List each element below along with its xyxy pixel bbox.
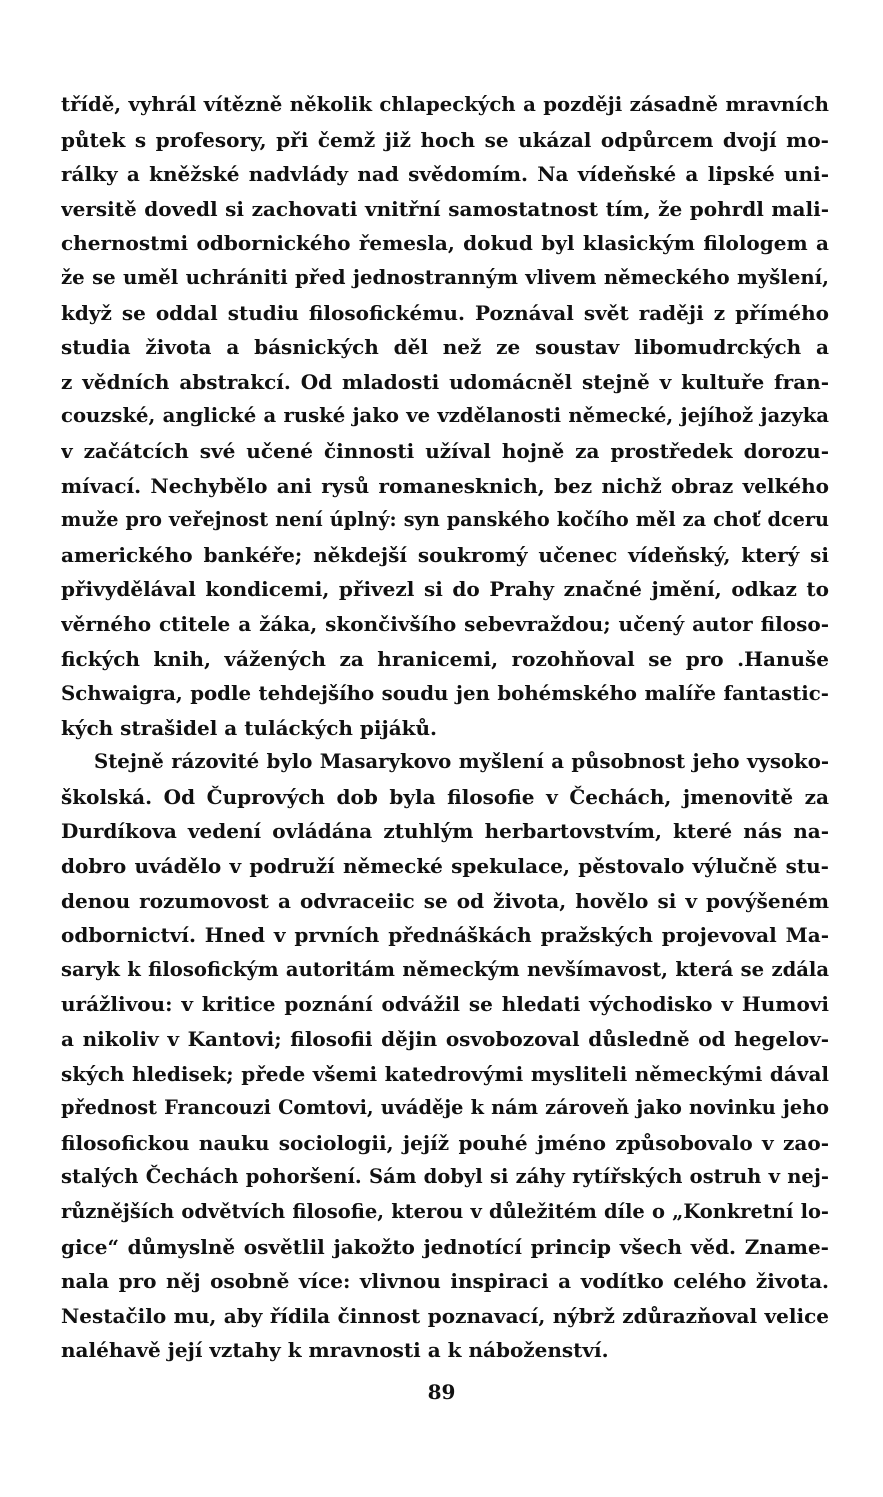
text-line: nala pro něj osobně více: vlivnou inspiraci a vodítko celého života. <box>61 1269 829 1294</box>
text-line: dobro uvádělo v podruží německé spekulace, pěstovalo výlučně stu- <box>61 854 829 879</box>
body-text <box>61 88 829 1368</box>
text-line: různějších odvětvích filosofie, kterou v důležitém díle o „Konkretní lo- <box>61 1200 829 1223</box>
text-line: v začátcích své učené činnosti užíval hojně za prostředek dorozu- <box>61 438 829 463</box>
text-line: přivydělával kondicemi, přivezl si do Prahy značné jmění, odkaz to <box>61 577 829 602</box>
text-line: půtek s profesory, při čemž již hoch se ukázal odpůrcem dvojí mo- <box>61 127 829 152</box>
text-line: chernostmi odbornického řemesla, dokud byl klasickým filologem a <box>61 231 829 256</box>
text-line: Durdíkova vedení ovládána ztuhlým herbartovstvím, které nás na- <box>61 819 829 844</box>
text-line: urážlivou: v kritice poznání odvážil se hledati východisko v Humovi <box>61 992 829 1017</box>
text-line: stalých Čechách pohoršení. Sám dobyl si záhy rytířských ostruh v nej- <box>61 1165 829 1189</box>
paragraph-1 <box>61 88 829 745</box>
text-line: Stejně rázovité bylo Masarykovo myšlení a působnost jeho vysoko- <box>94 750 829 774</box>
text-line: z vědních abstrakcí. Od mladosti udomácněl stejně v kultuře fran- <box>61 369 829 394</box>
text-line: denou rozumovost a odvraceiic se od života, hovělo si v povýšeném <box>61 888 829 913</box>
text-line: amerického bankéře; někdejší soukromý učenec vídeňský, který si <box>61 542 829 567</box>
text-line: rálky a kněžské nadvlády nad svědomím. Na vídeňské a lipské uni- <box>61 162 829 187</box>
text-line: fických knih, vážených za hranicemi, rozohňoval se pro .Hanuše <box>61 646 829 671</box>
text-line: studia života a básnických děl než ze soustav libomudrckých a <box>61 335 829 360</box>
text-line: gice“ důmyslně osvětlil jakožto jednotící princip všech věd. Zname- <box>61 1234 829 1259</box>
text-line: ských hledisek; přede všemi katedrovými mysliteli německými dával <box>61 1061 829 1086</box>
text-line: a nikoliv v Kantovi; filosofii dějin osvobozoval důsledně od hegelov- <box>61 1027 829 1052</box>
text-line: saryk k filosofickým autoritám německým nevšímavost, která se zdála <box>61 957 829 981</box>
text-line: že se uměl uchrániti před jednostranným vlivem německého myšlení, <box>61 265 829 289</box>
text-line: mívací. Nechybělo ani rysů romanesknich, bez nichž obraz velkého <box>61 473 829 498</box>
text-line: přednost Francouzi Comtovi, uváděje k nám zároveň jako novinku jeho <box>61 1096 829 1120</box>
text-line: když se oddal studiu filosofickému. Poznával svět raději z přímého <box>61 300 829 325</box>
text-line: Schwaigra, podle tehdejšího soudu jen bohémského malíře fantastic- <box>61 681 829 706</box>
paragraph-2 <box>61 745 829 1368</box>
text-line: naléhavě její vztahy k mravnosti a k náboženství. <box>61 1338 609 1363</box>
text-line: couzské, anglické a ruské jako ve vzdělanosti německé, jejíhož jazyka <box>61 404 829 428</box>
text-line: třídě, vyhrál vítězně několik chlapeckých a později zásadně mravních <box>61 93 829 116</box>
text-line: školská. Od Čuprových dob byla filosofie v Čechách, jmenovitě za <box>61 784 829 809</box>
text-line: muže pro veřejnost není úplný: syn panského kočího měl za choť dceru <box>61 508 829 532</box>
text-line: versitě dovedl si zachovati vnitřní samostatnost tím, že pohrdl mali- <box>61 196 829 221</box>
text-line: odbornictví. Hned v prvních přednáškách pražských projevoval Ma- <box>61 923 829 948</box>
text-line: věrného ctitele a žáka, skončivšího sebevraždou; učený autor filoso- <box>61 611 829 636</box>
text-line: kých strašidel a tuláckých pijáků. <box>61 715 438 740</box>
text-line: filosofickou nauku sociologii, jejíž pouhé jméno způsobovalo v zao- <box>61 1130 829 1155</box>
text-line: Nestačilo mu, aby řídila činnost poznavací, nýbrž zdůrazňoval velice <box>61 1303 829 1328</box>
page-number: 89 <box>427 1380 456 1404</box>
